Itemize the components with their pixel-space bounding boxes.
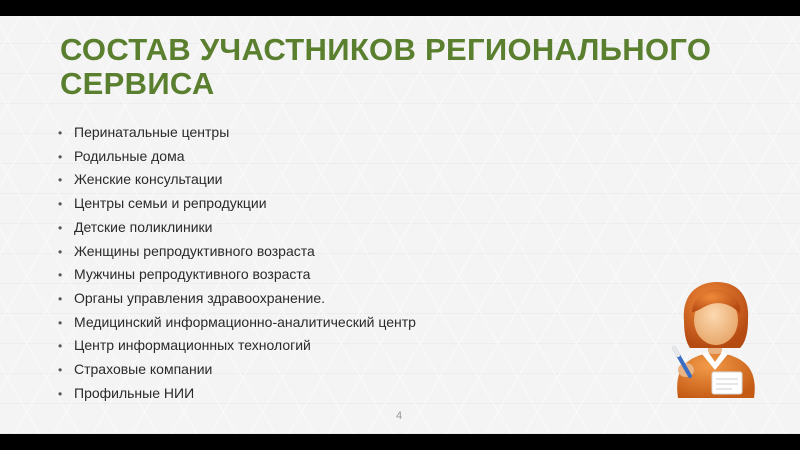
bullet-icon: • <box>58 173 63 188</box>
bullet-icon: • <box>58 149 63 164</box>
list-item-text: Профильные НИИ <box>74 384 195 401</box>
bullet-icon: • <box>58 315 63 330</box>
participants-list <box>58 121 416 405</box>
list-item <box>58 287 416 311</box>
list-item-text: Страховые компании <box>74 361 213 378</box>
list-item-text: Женские консультации <box>74 171 223 188</box>
list-item-text: Детские поликлиники <box>74 218 213 235</box>
list-item <box>58 263 416 287</box>
list-item-text: Органы управления здравоохранение. <box>74 289 326 306</box>
list-item <box>58 121 416 145</box>
slide <box>0 16 800 434</box>
list-item <box>58 168 416 192</box>
list-item <box>58 192 416 216</box>
list-item-text: Мужчины репродуктивного возраста <box>74 266 311 283</box>
list-item-text: Медицинский информационно-аналитический центр <box>74 313 416 330</box>
woman-writing-icon <box>660 278 770 400</box>
list-item <box>58 382 416 406</box>
bullet-icon: • <box>58 291 63 306</box>
slide-title: СОСТАВ УЧАСТНИКОВ РЕГИОНАЛЬНОГО СЕРВИСА <box>60 32 712 101</box>
bullet-icon: • <box>58 220 63 235</box>
list-item <box>58 311 416 335</box>
list-item-text: Центры семьи и репродукции <box>74 195 267 212</box>
bullet-icon: • <box>58 244 63 259</box>
bullet-icon: • <box>58 126 63 140</box>
list-item-text: Родильные дома <box>74 147 185 164</box>
bullet-icon: • <box>58 268 63 283</box>
list-item-text: Центр информационных технологий <box>74 337 311 354</box>
list-item <box>58 216 416 240</box>
bullet-icon: • <box>58 363 63 378</box>
list-item <box>58 358 416 382</box>
list-item-text: Перинатальные центры <box>74 124 230 140</box>
bullet-icon: • <box>58 386 63 401</box>
bullet-icon: • <box>58 339 63 354</box>
list-item-text: Женщины репродуктивного возраста <box>74 242 315 259</box>
list-item <box>58 145 416 169</box>
bullet-icon: • <box>58 197 63 212</box>
list-item <box>58 334 416 358</box>
page-number: 4 <box>396 410 403 422</box>
list-item <box>58 240 416 264</box>
